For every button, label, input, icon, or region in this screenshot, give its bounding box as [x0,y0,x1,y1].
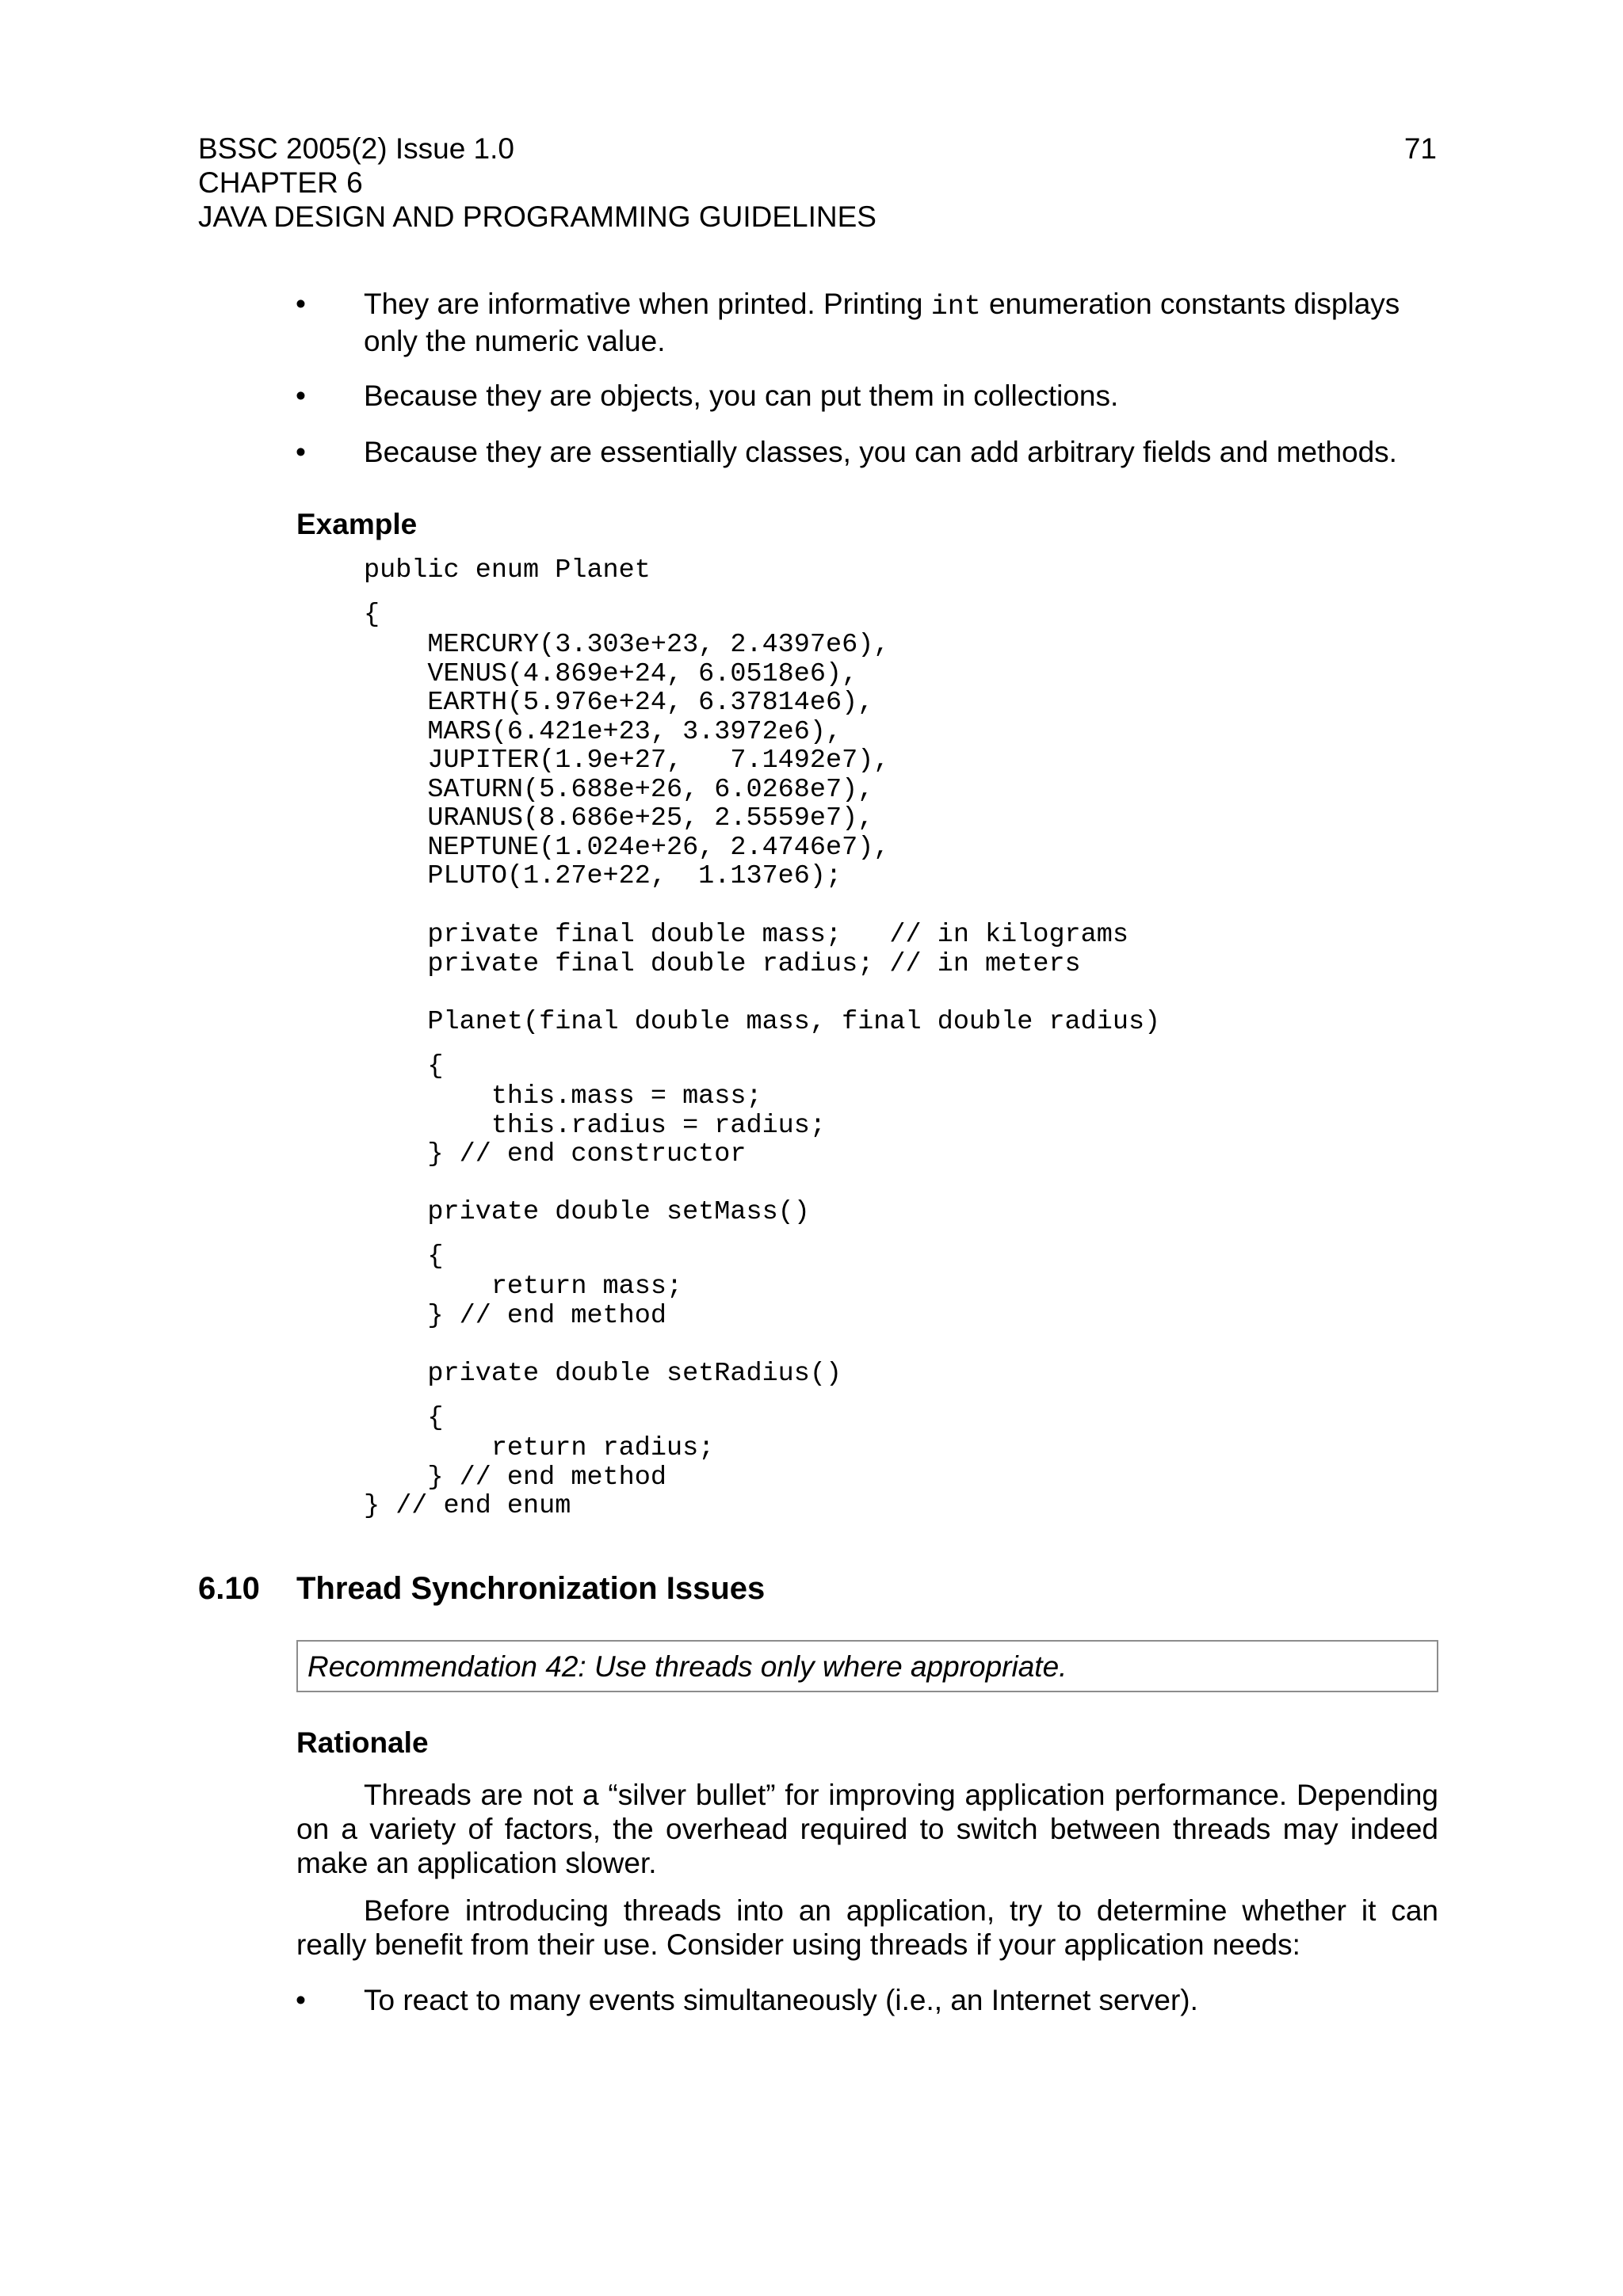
code-open-brace: { [364,600,380,630]
header-doc-id: BSSC 2005(2) Issue 1.0 [198,132,514,165]
inline-code: int [930,291,981,322]
header-title: JAVA DESIGN AND PROGRAMMING GUIDELINES [198,200,876,233]
code-setradius-open: { [364,1403,444,1433]
bullet-glyph: • [296,436,306,468]
code-constructor-body: this.mass = mass; this.radius = radius; } // end constructor [427,1081,826,1169]
paragraph: Before introducing threads into an application, try to determine whether it can really benefit from their use. Consider using threads if your application needs: [296,1894,1438,1961]
header-chapter: CHAPTER 6 [198,166,363,199]
code-setmass-signature: private double setMass() [364,1197,810,1227]
code-enum-constants: MERCURY(3.303e+23, 2.4397e6), VENUS(4.869e+24, 6.0518e6), EARTH(5.976e+24, 6.37814e6), MARS(6.421e+23, 3.3972e6), JUPITER(1.9e+27, 7.1492e7), SATURN(5.688e+26, 6.0268e7), URANUS(8.686e+25, 2.5559e7), NEPTUNE(1.024e+26, 2.4746e7), PLUTO(1.27e+22, 1.137e6); [427,630,890,891]
code-setmass-body: return mass; } // end method [427,1272,683,1331]
code-enum-decl: public enum Planet [364,555,651,585]
bullet-glyph: • [296,288,306,320]
bullet-item: They are informative when printed. Printing int enumeration constants displays only the numeric value. [364,288,1400,357]
bullet-item: Because they are objects, you can put them in collections. [364,379,1119,412]
bullet-item: Because they are essentially classes, you can add arbitrary fields and methods. [364,436,1397,468]
code-constructor-signature: Planet(final double mass, final double radius) [364,1007,1161,1037]
example-heading: Example [296,508,418,540]
section-number: 6.10 [198,1571,260,1606]
code-fields: private final double mass; // in kilograms private final double radius; // in meters [427,920,1128,979]
code-setmass-open: { [364,1241,444,1272]
section-title: Thread Synchronization Issues [296,1571,766,1606]
code-setradius-body: return radius; } // end method } // end enum [364,1433,715,1521]
running-header [198,132,876,234]
page-number: 71 [1403,132,1437,165]
paragraph: Threads are not a “silver bullet” for improving application performance. Depending on a variety of factors, the overhead required to switch between threads may indeed make an application slower. [296,1779,1438,1879]
recommendation-box [296,1640,1438,1692]
bullet-glyph: • [296,379,306,412]
bullet-item: To react to many events simultaneously (i.e., an Internet server). [364,1984,1198,2016]
code-setradius-signature: private double setRadius() [364,1359,842,1389]
rationale-heading: Rationale [296,1726,429,1759]
code-constructor-open: { [364,1051,444,1081]
bullet-glyph: • [296,1984,306,2016]
recommendation-text: Recommendation 42: Use threads only where appropriate. [307,1650,1067,1683]
